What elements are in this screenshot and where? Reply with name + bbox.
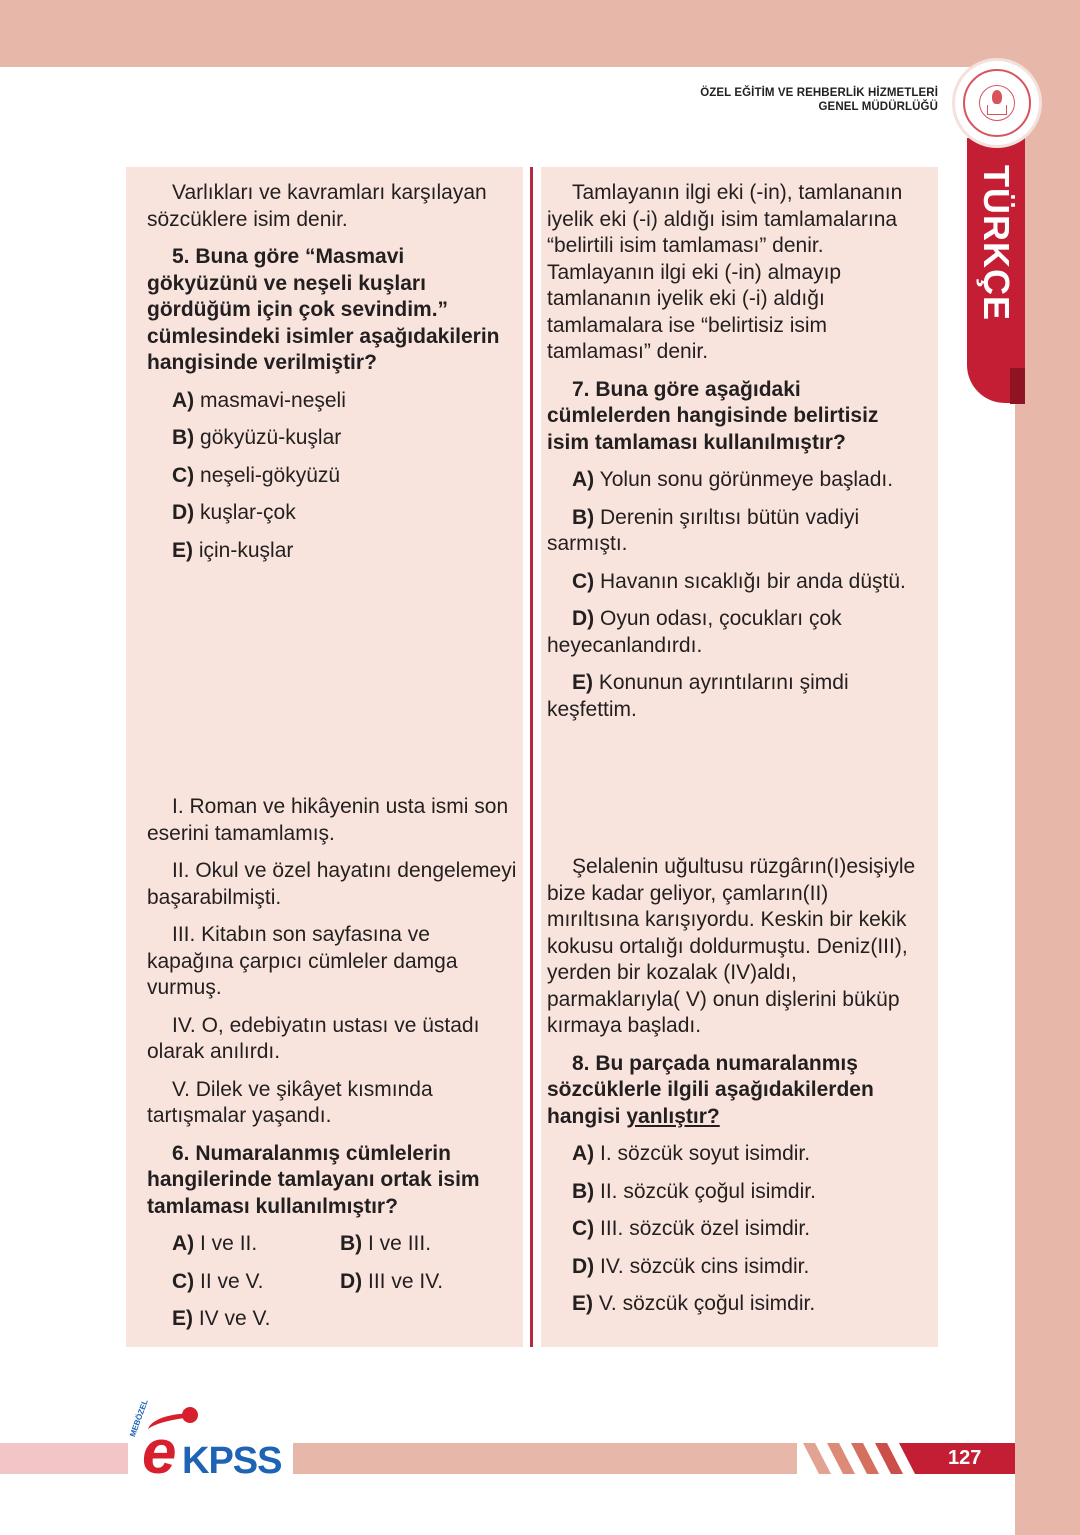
question-8-block	[547, 854, 919, 1329]
question-7-block	[547, 180, 919, 734]
logo-text: KPSS	[182, 1440, 282, 1482]
option-d[interactable]: D) Oyun odası, çocukları çok heyecanlandırdı.	[547, 607, 842, 657]
footer-left-band	[0, 1443, 128, 1474]
column-divider	[530, 167, 533, 1347]
option-d[interactable]: D) kuşlar-çok	[172, 501, 296, 524]
option-c[interactable]: C) neşeli-gökyüzü	[172, 463, 341, 487]
ekpss-logo	[128, 1398, 293, 1487]
page-number: 127	[948, 1447, 982, 1469]
question-6-stem: 6. Numaralanmış cümlelerin hangilerinde tamlayanı ortak isim tamlaması kullanılmıştır?	[147, 1141, 480, 1218]
logo-e: e	[142, 1418, 177, 1487]
options-grid	[147, 1231, 519, 1333]
question-5-stem: 5. Buna göre “Masmavi gökyüzünü ve neşeli kuşları gördüğüm için çok sevindim.” cümlesindeki isimler aşağıdakilerin hangisinde verilmiştir?	[147, 245, 500, 374]
footer-band	[293, 1443, 793, 1474]
footer-stripes-icon	[785, 1443, 925, 1474]
option-b[interactable]: B) II. sözcük çoğul isimdir.	[572, 1179, 816, 1203]
numbered-sentence-4: IV. O, edebiyatın ustası ve üstadı olarak anılırdı.	[147, 1013, 480, 1063]
option-d[interactable]: D) III ve IV.	[340, 1269, 444, 1293]
option-a[interactable]: A) masmavi-neşeli	[172, 388, 346, 412]
option-e[interactable]: E) IV ve V.	[172, 1307, 271, 1330]
subject-label: TÜRKÇE	[976, 165, 1017, 321]
option-b[interactable]: B) I ve III.	[340, 1232, 432, 1255]
option-e[interactable]: E) V. sözcük çoğul isimdir.	[572, 1292, 816, 1315]
numbered-sentence-1: I. Roman ve hikâyenin usta ismi son eserini tamamlamış.	[147, 795, 509, 845]
option-b[interactable]: B) gökyüzü-kuşlar	[172, 426, 342, 449]
definition-text: Varlıkları ve kavramları karşılayan sözcüklere isim denir.	[147, 181, 487, 231]
org-header	[700, 86, 938, 114]
question-7-stem: 7. Buna göre aşağıdaki cümlelerden hangisinde belirtisiz isim tamlaması kullanılmıştır?	[547, 377, 879, 454]
book-icon	[987, 105, 1007, 115]
question-6-block	[147, 794, 519, 1333]
option-d[interactable]: D) IV. sözcük cins isimdir.	[572, 1254, 810, 1278]
logo-ball-icon	[182, 1407, 198, 1423]
seal-emblem	[979, 85, 1015, 121]
logo-prefix: MEBÖZEL	[128, 1398, 150, 1439]
option-c[interactable]: C) III. sözcük özel isimdir.	[572, 1217, 811, 1240]
numbered-sentence-5: V. Dilek ve şikâyet kısmında tartışmalar yaşandı.	[147, 1077, 433, 1127]
definition-text: Tamlayanın ilgi eki (-in), tamlananın iyelik eki (-i) aldığı isim tamlamalarına “belirtili isim tamlaması” denir. Tamlayanın ilgi eki (-in) almayıp tamlananın iyelik eki (-i) aldığı tamlamalara ise “belirtisiz isim tamlaması” denir.	[547, 181, 903, 363]
numbered-sentence-3: III. Kitabın son sayfasına ve kapağına çarpıcı cümleler damga vurmuş.	[147, 923, 458, 999]
emphasis-word: yanlıştır?	[626, 1104, 720, 1128]
seal-ring	[963, 69, 1031, 137]
option-a[interactable]: A) I ve II.	[172, 1232, 258, 1255]
option-a[interactable]: A) I. sözcük soyut isimdir.	[572, 1142, 811, 1165]
numbered-sentence-2: II. Okul ve özel hayatını dengelemeyi başarabilmişti.	[147, 859, 517, 909]
option-c[interactable]: C) Havanın sıcaklığı bir anda düştü.	[572, 569, 906, 593]
org-name-line2: GENEL MÜDÜRLÜĞÜ	[818, 101, 938, 113]
org-name-line1: ÖZEL EĞİTİM VE REHBERLİK HİZMETLERİ	[700, 87, 938, 99]
question-5-block	[147, 180, 519, 575]
option-e[interactable]: E) için-kuşlar	[172, 538, 294, 562]
ribbon-fold	[1010, 368, 1025, 404]
torch-icon	[992, 90, 1002, 104]
option-e[interactable]: E) Konunun ayrıntılarını şimdi keşfettim.	[547, 671, 849, 721]
question-8-stem: 8. Bu parçada numaralanmış sözcüklerle ilgili aşağıdakilerden hangisi yanlıştır?	[547, 1051, 874, 1128]
top-decorative-band	[0, 0, 1080, 67]
option-b[interactable]: B) Derenin şırıltısı bütün vadiyi sarmıştı.	[547, 505, 860, 555]
ministry-seal-icon	[952, 58, 1042, 148]
option-c[interactable]: C) II ve V.	[172, 1269, 264, 1293]
option-a[interactable]: A) Yolun sonu görünmeye başladı.	[572, 468, 894, 491]
reading-passage: Şelalenin uğultusu rüzgârın(I)esişiyle bize kadar geliyor, çamların(II) mırıltısına karışıyordu. Keskin bir kekik kokusu ortalığı doldurmuştu. Deniz(III), yerden bir kozalak (IV)aldı, parmaklarıyla( V) onun dişlerini büküp kırmaya başladı.	[547, 855, 916, 1037]
